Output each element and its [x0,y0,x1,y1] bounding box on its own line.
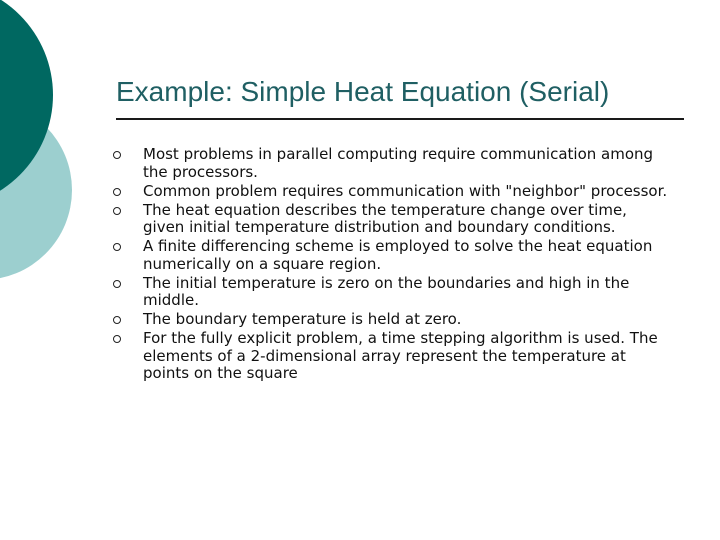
slide-title: Example: Simple Heat Equation (Serial) [116,76,610,107]
bullet-text: The initial temperature is zero on the boundaries and high in the middle. [143,273,630,309]
bullet-item [113,275,673,310]
bullet-item [113,183,673,201]
hollow-circle-bullet-icon [113,280,121,288]
bullet-list [113,146,673,384]
bullet-item [113,330,673,383]
hollow-circle-bullet-icon [113,243,121,251]
bullet-text: The heat equation describes the temperature change over time, given initial temperature distribution and boundary conditions. [143,200,627,236]
hollow-circle-bullet-icon [113,316,121,324]
bullet-text: For the fully explicit problem, a time stepping algorithm is used. The elements of a 2-dimensional array represent the temperature at points on the square [143,329,658,382]
decorative-circles [0,0,120,300]
hollow-circle-bullet-icon [113,188,121,196]
title-underline [116,118,684,120]
bullet-text: The boundary temperature is held at zero. [143,310,462,328]
hollow-circle-bullet-icon [113,207,121,215]
bullet-text: A finite differencing scheme is employed to solve the heat equation numerically on a square region. [143,237,653,273]
bullet-item [113,311,673,329]
bullet-text: Most problems in parallel computing require communication among the processors. [143,145,654,181]
hollow-circle-bullet-icon [113,151,121,159]
bullet-item [113,238,673,273]
bullet-text: Common problem requires communication with "neighbor" processor. [143,181,668,200]
bullet-item [113,146,673,181]
hollow-circle-bullet-icon [113,335,121,343]
bullet-item [113,202,673,237]
